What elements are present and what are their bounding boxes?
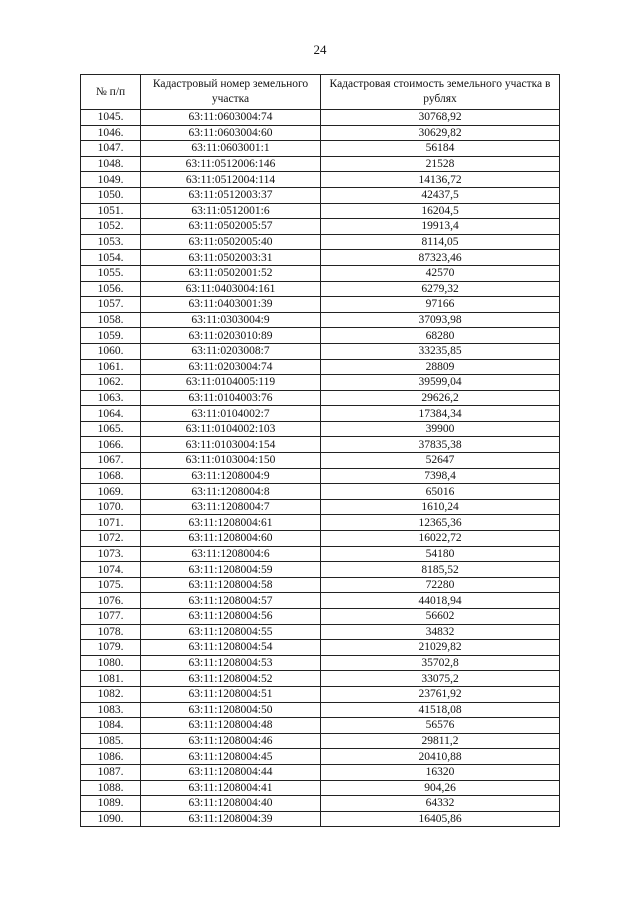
table-row: [81, 764, 560, 780]
cell-cadastral-value: 16405,86: [321, 811, 560, 827]
cell-cadastral-number: 63:11:1208004:8: [141, 484, 321, 500]
cell-cadastral-number: 63:11:0502005:40: [141, 234, 321, 250]
table-row: [81, 499, 560, 515]
cell-row-number: 1086.: [81, 749, 141, 765]
cell-cadastral-number: 63:11:0403004:161: [141, 281, 321, 297]
cell-row-number: 1055.: [81, 265, 141, 281]
cell-cadastral-value: 42437,5: [321, 187, 560, 203]
cell-cadastral-number: 63:11:0512001:6: [141, 203, 321, 219]
cell-cadastral-value: 44018,94: [321, 593, 560, 609]
cell-row-number: 1067.: [81, 453, 141, 469]
cell-row-number: 1056.: [81, 281, 141, 297]
table-row: [81, 219, 560, 235]
cell-cadastral-number: 63:11:0203008:7: [141, 343, 321, 359]
table-row: [81, 406, 560, 422]
cell-row-number: 1047.: [81, 141, 141, 157]
cell-cadastral-number: 63:11:1208004:48: [141, 718, 321, 734]
cell-row-number: 1090.: [81, 811, 141, 827]
cell-row-number: 1077.: [81, 609, 141, 625]
cell-cadastral-value: 72280: [321, 577, 560, 593]
cell-row-number: 1079.: [81, 640, 141, 656]
cell-cadastral-value: 12365,36: [321, 515, 560, 531]
cell-cadastral-number: 63:11:1208004:39: [141, 811, 321, 827]
table-row: [81, 531, 560, 547]
cell-cadastral-value: 16320: [321, 764, 560, 780]
table-row: [81, 577, 560, 593]
cell-cadastral-number: 63:11:0104005:119: [141, 375, 321, 391]
cell-row-number: 1066.: [81, 437, 141, 453]
cell-cadastral-value: 65016: [321, 484, 560, 500]
cell-cadastral-value: 8185,52: [321, 562, 560, 578]
table-row: [81, 686, 560, 702]
table-row: [81, 780, 560, 796]
cell-cadastral-number: 63:11:0103004:154: [141, 437, 321, 453]
cell-cadastral-number: 63:11:0203010:89: [141, 328, 321, 344]
cell-cadastral-value: 68280: [321, 328, 560, 344]
cell-row-number: 1075.: [81, 577, 141, 593]
table-row: [81, 562, 560, 578]
cell-row-number: 1068.: [81, 468, 141, 484]
cell-cadastral-value: 20410,88: [321, 749, 560, 765]
cell-row-number: 1069.: [81, 484, 141, 500]
table-row: [81, 172, 560, 188]
cell-cadastral-value: 37093,98: [321, 312, 560, 328]
table-row: [81, 203, 560, 219]
cell-cadastral-value: 33075,2: [321, 671, 560, 687]
cell-row-number: 1084.: [81, 718, 141, 734]
cell-cadastral-number: 63:11:0303004:9: [141, 312, 321, 328]
cell-row-number: 1049.: [81, 172, 141, 188]
cell-cadastral-number: 63:11:1208004:9: [141, 468, 321, 484]
cell-row-number: 1051.: [81, 203, 141, 219]
cell-cadastral-number: 63:11:0502005:57: [141, 219, 321, 235]
table-row: [81, 141, 560, 157]
table-row: [81, 421, 560, 437]
cell-row-number: 1052.: [81, 219, 141, 235]
cell-cadastral-number: 63:11:1208004:41: [141, 780, 321, 796]
table-row: [81, 624, 560, 640]
table-row: [81, 453, 560, 469]
cell-row-number: 1082.: [81, 686, 141, 702]
cell-row-number: 1065.: [81, 421, 141, 437]
cell-cadastral-number: 63:11:1208004:40: [141, 796, 321, 812]
cell-cadastral-number: 63:11:1208004:46: [141, 733, 321, 749]
cell-row-number: 1045.: [81, 110, 141, 126]
cell-cadastral-value: 52647: [321, 453, 560, 469]
cell-row-number: 1081.: [81, 671, 141, 687]
cell-cadastral-value: 39599,04: [321, 375, 560, 391]
cell-row-number: 1054.: [81, 250, 141, 266]
cell-row-number: 1063.: [81, 390, 141, 406]
cell-cadastral-number: 63:11:1208004:7: [141, 499, 321, 515]
cell-cadastral-value: 29811,2: [321, 733, 560, 749]
cadastral-table: [80, 74, 560, 827]
cell-cadastral-value: 39900: [321, 421, 560, 437]
cell-cadastral-number: 63:11:0104003:76: [141, 390, 321, 406]
cell-cadastral-value: 7398,4: [321, 468, 560, 484]
cell-cadastral-value: 8114,05: [321, 234, 560, 250]
cell-cadastral-number: 63:11:1208004:45: [141, 749, 321, 765]
cell-row-number: 1059.: [81, 328, 141, 344]
cell-row-number: 1060.: [81, 343, 141, 359]
cell-cadastral-number: 63:11:0502003:31: [141, 250, 321, 266]
cell-cadastral-number: 63:11:1208004:50: [141, 702, 321, 718]
cell-cadastral-value: 23761,92: [321, 686, 560, 702]
cell-cadastral-value: 42570: [321, 265, 560, 281]
cell-cadastral-number: 63:11:1208004:59: [141, 562, 321, 578]
table-row: [81, 546, 560, 562]
cell-cadastral-value: 30629,82: [321, 125, 560, 141]
header-row-number: № п/п: [81, 75, 141, 110]
cell-cadastral-value: 34832: [321, 624, 560, 640]
cell-row-number: 1088.: [81, 780, 141, 796]
cell-cadastral-value: 56576: [321, 718, 560, 734]
cell-cadastral-number: 63:11:0203004:74: [141, 359, 321, 375]
cell-row-number: 1085.: [81, 733, 141, 749]
cell-cadastral-value: 1610,24: [321, 499, 560, 515]
cell-cadastral-number: 63:11:0603004:60: [141, 125, 321, 141]
cell-row-number: 1050.: [81, 187, 141, 203]
table-row: [81, 281, 560, 297]
cell-cadastral-number: 63:11:1208004:52: [141, 671, 321, 687]
table-row: [81, 749, 560, 765]
table-row: [81, 609, 560, 625]
cell-row-number: 1057.: [81, 297, 141, 313]
cell-cadastral-number: 63:11:1208004:51: [141, 686, 321, 702]
cell-row-number: 1087.: [81, 764, 141, 780]
cell-cadastral-number: 63:11:0512003:37: [141, 187, 321, 203]
cell-cadastral-number: 63:11:1208004:44: [141, 764, 321, 780]
cell-cadastral-number: 63:11:0104002:103: [141, 421, 321, 437]
table-row: [81, 265, 560, 281]
table-row: [81, 515, 560, 531]
cell-row-number: 1083.: [81, 702, 141, 718]
cell-cadastral-number: 63:11:0603004:74: [141, 110, 321, 126]
page-number: 24: [313, 42, 327, 57]
cell-cadastral-number: 63:11:1208004:55: [141, 624, 321, 640]
cell-cadastral-value: 17384,34: [321, 406, 560, 422]
cell-cadastral-number: 63:11:1208004:57: [141, 593, 321, 609]
cell-row-number: 1076.: [81, 593, 141, 609]
table-row: [81, 702, 560, 718]
cell-cadastral-value: 904,26: [321, 780, 560, 796]
cell-cadastral-number: 63:11:0502001:52: [141, 265, 321, 281]
table-row: [81, 437, 560, 453]
cell-row-number: 1058.: [81, 312, 141, 328]
cell-cadastral-number: 63:11:1208004:61: [141, 515, 321, 531]
table-row: [81, 733, 560, 749]
cell-row-number: 1073.: [81, 546, 141, 562]
cell-cadastral-value: 21029,82: [321, 640, 560, 656]
cell-row-number: 1048.: [81, 156, 141, 172]
table-row: [81, 328, 560, 344]
table-header-row: [81, 75, 560, 110]
table-row: [81, 375, 560, 391]
cell-cadastral-number: 63:11:0104002:7: [141, 406, 321, 422]
table-row: [81, 468, 560, 484]
cell-cadastral-number: 63:11:0103004:150: [141, 453, 321, 469]
cell-cadastral-value: 21528: [321, 156, 560, 172]
table-row: [81, 234, 560, 250]
table-row: [81, 110, 560, 126]
cell-cadastral-value: 19913,4: [321, 219, 560, 235]
cell-cadastral-number: 63:11:0512004:114: [141, 172, 321, 188]
table-row: [81, 796, 560, 812]
table-row: [81, 390, 560, 406]
table-row: [81, 297, 560, 313]
cell-row-number: 1064.: [81, 406, 141, 422]
cell-row-number: 1074.: [81, 562, 141, 578]
cell-row-number: 1072.: [81, 531, 141, 547]
cell-cadastral-number: 63:11:0603001:1: [141, 141, 321, 157]
header-cadastral-number: Кадастровый номер земельного участка: [141, 75, 321, 110]
cell-row-number: 1061.: [81, 359, 141, 375]
table-row: [81, 811, 560, 827]
cell-cadastral-number: 63:11:1208004:54: [141, 640, 321, 656]
cell-cadastral-value: 54180: [321, 546, 560, 562]
table-row: [81, 125, 560, 141]
cell-cadastral-value: 29626,2: [321, 390, 560, 406]
cell-cadastral-number: 63:11:1208004:58: [141, 577, 321, 593]
cell-row-number: 1053.: [81, 234, 141, 250]
cell-cadastral-value: 87323,46: [321, 250, 560, 266]
cell-cadastral-value: 41518,08: [321, 702, 560, 718]
table-row: [81, 156, 560, 172]
cell-cadastral-value: 56602: [321, 609, 560, 625]
cell-row-number: 1078.: [81, 624, 141, 640]
cell-cadastral-value: 6279,32: [321, 281, 560, 297]
table-row: [81, 250, 560, 266]
cell-cadastral-value: 37835,38: [321, 437, 560, 453]
cell-cadastral-value: 33235,85: [321, 343, 560, 359]
cell-cadastral-value: 56184: [321, 141, 560, 157]
cell-cadastral-value: 64332: [321, 796, 560, 812]
cell-cadastral-value: 35702,8: [321, 655, 560, 671]
table-row: [81, 312, 560, 328]
cell-cadastral-value: 97166: [321, 297, 560, 313]
table-row: [81, 484, 560, 500]
cell-row-number: 1071.: [81, 515, 141, 531]
cell-cadastral-number: 63:11:1208004:56: [141, 609, 321, 625]
header-cadastral-value: Кадастровая стоимость земельного участка в рублях: [321, 75, 560, 110]
cell-cadastral-value: 28809: [321, 359, 560, 375]
cell-cadastral-value: 14136,72: [321, 172, 560, 188]
cell-row-number: 1062.: [81, 375, 141, 391]
cell-row-number: 1080.: [81, 655, 141, 671]
table-row: [81, 343, 560, 359]
cell-cadastral-value: 30768,92: [321, 110, 560, 126]
cell-cadastral-number: 63:11:0512006:146: [141, 156, 321, 172]
table-row: [81, 671, 560, 687]
cell-row-number: 1070.: [81, 499, 141, 515]
table-row: [81, 359, 560, 375]
cell-cadastral-value: 16022,72: [321, 531, 560, 547]
table-row: [81, 655, 560, 671]
table-row: [81, 593, 560, 609]
table-row: [81, 187, 560, 203]
cell-cadastral-number: 63:11:1208004:53: [141, 655, 321, 671]
cell-row-number: 1046.: [81, 125, 141, 141]
cell-row-number: 1089.: [81, 796, 141, 812]
cell-cadastral-value: 16204,5: [321, 203, 560, 219]
cell-cadastral-number: 63:11:1208004:60: [141, 531, 321, 547]
table-row: [81, 640, 560, 656]
cell-cadastral-number: 63:11:0403001:39: [141, 297, 321, 313]
cell-cadastral-number: 63:11:1208004:6: [141, 546, 321, 562]
table-row: [81, 718, 560, 734]
